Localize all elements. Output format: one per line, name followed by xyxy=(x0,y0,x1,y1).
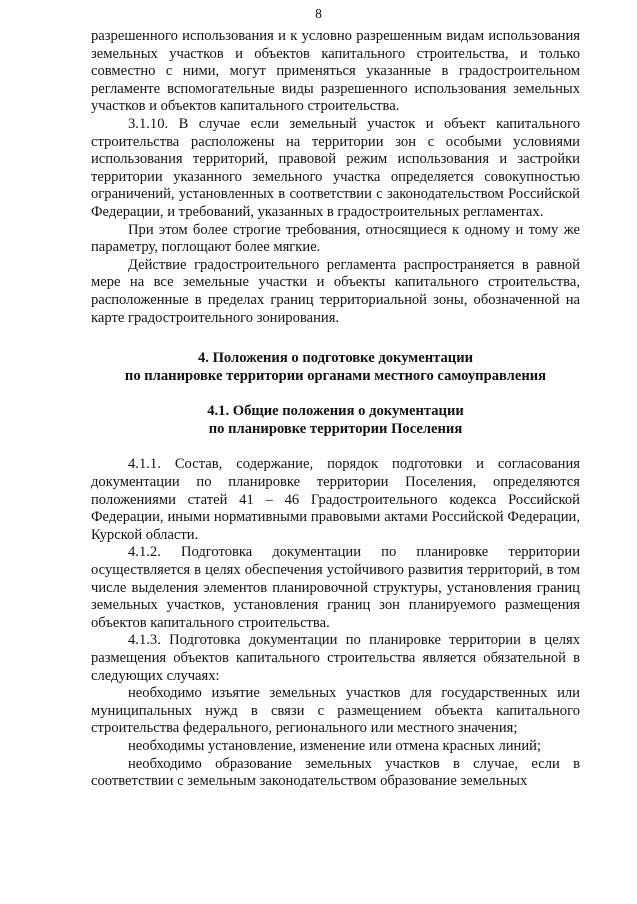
paragraph-case-land-formation: необходимо образование земельных участков в случае, если в соответствии с земельным законодательством образование земельных xyxy=(91,755,580,790)
paragraph-stricter-requirements: При этом более строгие требования, относящиеся к одному и тому же параметру, поглощают более мягкие. xyxy=(91,221,580,256)
page-number: 8 xyxy=(315,6,322,21)
section-4-heading-line2: по планировке территории органами местного самоуправления xyxy=(124,367,547,384)
section-4-1-heading xyxy=(91,403,580,438)
paragraph-continuation: разрешенного использования и к условно разрешенным видам использования земельных участков и объектов капитального строительства, и только совместно с ними, могут применяться указанные в градостроительном регламенте вспомогательные виды разрешенного использования земельных участков и объектов капитального строительства. xyxy=(91,28,580,115)
paragraph-4-1-2: 4.1.2. Подготовка документации по планировке территории осуществляется в целях обеспечения устойчивого развития территорий, в том числе выделения элементов планировочной структуры, установления границ земельных участков, установления границ зон планируемого размещения объектов капитального строительства. xyxy=(91,544,580,631)
paragraph-4-1-3: 4.1.3. Подготовка документации по планировке территории в целях размещения объектов капитального строительства является обязательной в следующих случаях: xyxy=(91,632,580,684)
section-4-1-heading-line1: 4.1. Общие положения о документации xyxy=(207,403,464,420)
page-content xyxy=(91,28,580,791)
paragraph-case-red-lines: необходимы установление, изменение или отмена красных линий; xyxy=(128,737,542,754)
paragraph-case-land-seizure: необходимо изъятие земельных участков для государственных или муниципальных нужд в связи с размещением объекта капитального строительства федерального, регионального или местного значения; xyxy=(91,685,580,737)
section-4-heading-line1: 4. Положения о подготовке документации xyxy=(197,350,474,367)
paragraph-4-1-1: 4.1.1. Состав, содержание, порядок подготовки и согласования документации по планировке территории Поселения, определяются положениями статей 41 – 46 Градостроительного кодекса Российской Федерации, иными нормативными правовыми актами Российской Федерации, Курской области. xyxy=(91,456,580,543)
paragraph-regulation-action: Действие градостроительного регламента распространяется в равной мере на все земельные участки и объекты капитального строительства, расположенные в пределах границ территориальной зоны, обозначенной на карте градостроительного зонирования. xyxy=(91,256,580,326)
section-4-1-heading-line2: по планировке территории Поселения xyxy=(208,420,463,437)
section-4-heading xyxy=(91,350,580,385)
paragraph-3-1-10: 3.1.10. В случае если земельный участок и объект капитального строительства расположены на территории зон с особыми условиями использования территорий, правовой режим использования и застройки территории указанного земельного участка определяется совокупностью ограничений, установленных в соответствии с законодательством Российской Федерации, и требований, указанных в градостроительных регламентах. xyxy=(91,115,580,220)
